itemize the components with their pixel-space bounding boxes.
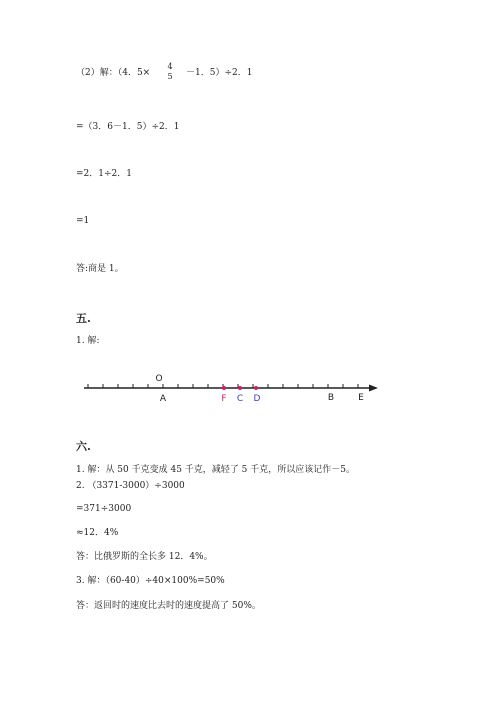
fraction-four-fifths (164, 62, 176, 82)
point-marker-C (238, 386, 242, 390)
section-heading-six: 六. (76, 440, 91, 453)
calc-step3: =2．1÷2．1 (76, 169, 132, 179)
part4-answer: 答:商是 1。 (76, 264, 124, 274)
calc-step2: =（3．6－1．5）÷2．1 (76, 122, 180, 132)
calc-step1-prefix: （2）解：（4．5× (76, 68, 151, 78)
number-line-figure (76, 370, 386, 410)
part6-question2-answer: 答：比俄罗斯的全长多 12．4%。 (76, 552, 213, 562)
label-F: F (221, 394, 227, 404)
calc-step1 (76, 67, 150, 79)
label-O: O (155, 374, 163, 384)
part6-question3-line1: 3. 解：（60-40）÷40×100%=50% (76, 576, 225, 586)
fraction-numerator: 4 (167, 62, 173, 71)
axis-arrow-icon (369, 385, 378, 392)
part6-question2-line2: =371÷3000 (76, 504, 132, 514)
label-D: D (253, 394, 261, 404)
part5-question1: 1. 解: (76, 336, 100, 346)
point-marker-D (254, 386, 258, 390)
calc-step4: =1 (76, 216, 90, 226)
fraction-denominator: 5 (167, 72, 173, 81)
part6-question2-line1: 2. （3371-3000）÷3000 (76, 481, 185, 491)
part6-question1: 1. 解：从 50 千克变成 45 千克，减轻了 5 千克，所以应该记作－5。 (76, 465, 355, 475)
point-marker-F (222, 386, 226, 390)
calc-step1-suffix: －1．5）÷2．1 (186, 68, 253, 78)
label-E: E (358, 393, 364, 403)
part6-question2-line3: ≈12．4% (76, 528, 119, 538)
section-heading-five: 五. (76, 312, 91, 325)
label-C: C (236, 394, 244, 404)
part6-question3-answer: 答：返回时的速度比去时的速度提高了 50%。 (76, 601, 261, 611)
label-B: B (327, 393, 335, 403)
label-A: A (159, 394, 167, 404)
